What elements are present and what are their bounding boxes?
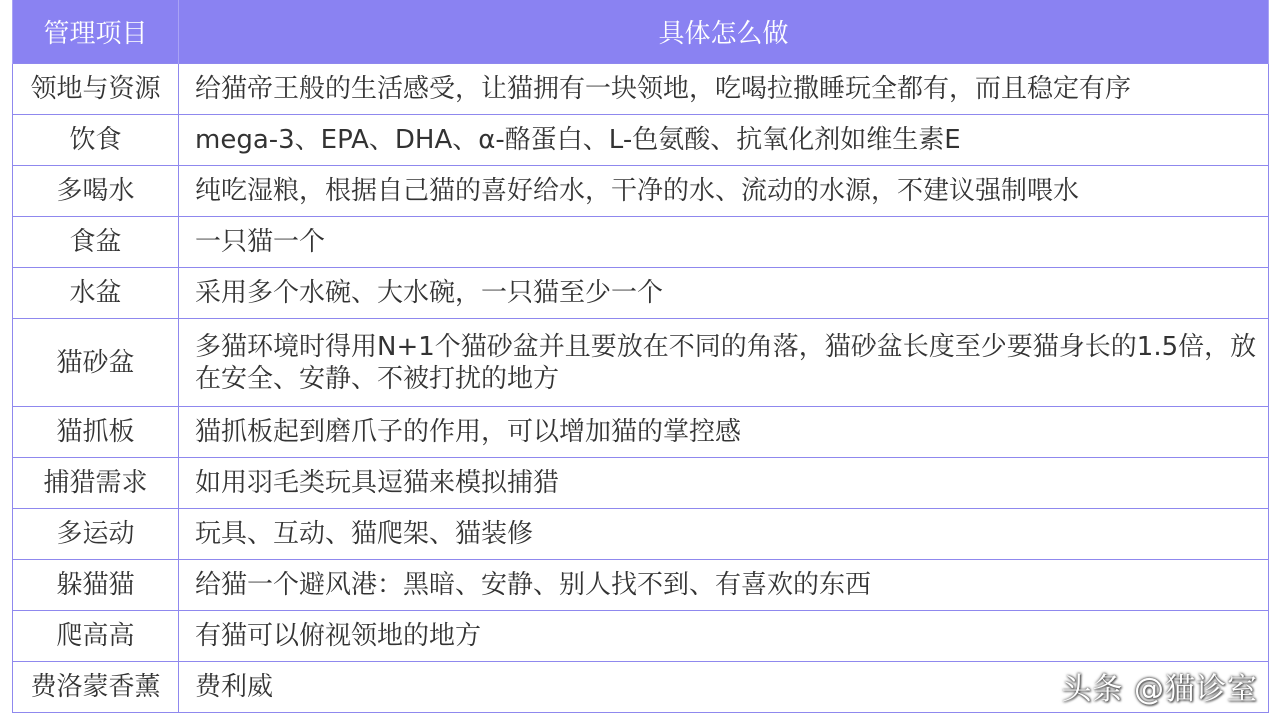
- row-item: 领地与资源: [13, 64, 179, 115]
- row-detail: 纯吃湿粮，根据自己猫的喜好给水，干净的水、流动的水源，不建议强制喂水: [179, 166, 1269, 217]
- row-detail: 给猫帝王般的生活感受，让猫拥有一块领地，吃喝拉撒睡玩全都有，而且稳定有序: [179, 64, 1269, 115]
- table-row: [13, 560, 1269, 611]
- row-detail: mega-3、EPA、DHA、α-酪蛋白、L-色氨酸、抗氧化剂如维生素E: [179, 115, 1269, 166]
- row-item: 多喝水: [13, 166, 179, 217]
- cat-care-table: [12, 0, 1269, 713]
- table-row: [13, 268, 1269, 319]
- row-item: 猫砂盆: [13, 319, 179, 407]
- row-detail: 采用多个水碗、大水碗，一只猫至少一个: [179, 268, 1269, 319]
- row-item: 食盆: [13, 217, 179, 268]
- row-detail: 给猫一个避风港：黑暗、安静、别人找不到、有喜欢的东西: [179, 560, 1269, 611]
- row-item: 躲猫猫: [13, 560, 179, 611]
- row-detail: 玩具、互动、猫爬架、猫装修: [179, 509, 1269, 560]
- header-detail: 具体怎么做: [179, 0, 1269, 64]
- row-detail: 多猫环境时得用N+1个猫砂盆并且要放在不同的角落，猫砂盆长度至少要猫身长的1.5倍，放在安全、安静、不被打扰的地方: [179, 319, 1269, 407]
- row-item: 猫抓板: [13, 407, 179, 458]
- row-item: 饮食: [13, 115, 179, 166]
- row-item: 捕猎需求: [13, 458, 179, 509]
- row-detail: 如用羽毛类玩具逗猫来模拟捕猎: [179, 458, 1269, 509]
- row-detail: 有猫可以俯视领地的地方: [179, 611, 1269, 662]
- table-row: [13, 509, 1269, 560]
- table-row: [13, 64, 1269, 115]
- row-item: 费洛蒙香薰: [13, 662, 179, 713]
- row-item: 爬高高: [13, 611, 179, 662]
- table-header-row: [13, 0, 1269, 64]
- table-row: [13, 217, 1269, 268]
- row-item: 多运动: [13, 509, 179, 560]
- row-detail: 一只猫一个: [179, 217, 1269, 268]
- table-row: [13, 458, 1269, 509]
- table-row: [13, 319, 1269, 407]
- row-item: 水盆: [13, 268, 179, 319]
- table-row: [13, 407, 1269, 458]
- table-row: [13, 115, 1269, 166]
- table-row: [13, 166, 1269, 217]
- table-row: [13, 611, 1269, 662]
- row-detail: 猫抓板起到磨爪子的作用，可以增加猫的掌控感: [179, 407, 1269, 458]
- header-item: 管理项目: [13, 0, 179, 64]
- row-detail: 费利威: [179, 662, 1269, 713]
- watermark: 头条 @猫诊室: [1061, 672, 1258, 707]
